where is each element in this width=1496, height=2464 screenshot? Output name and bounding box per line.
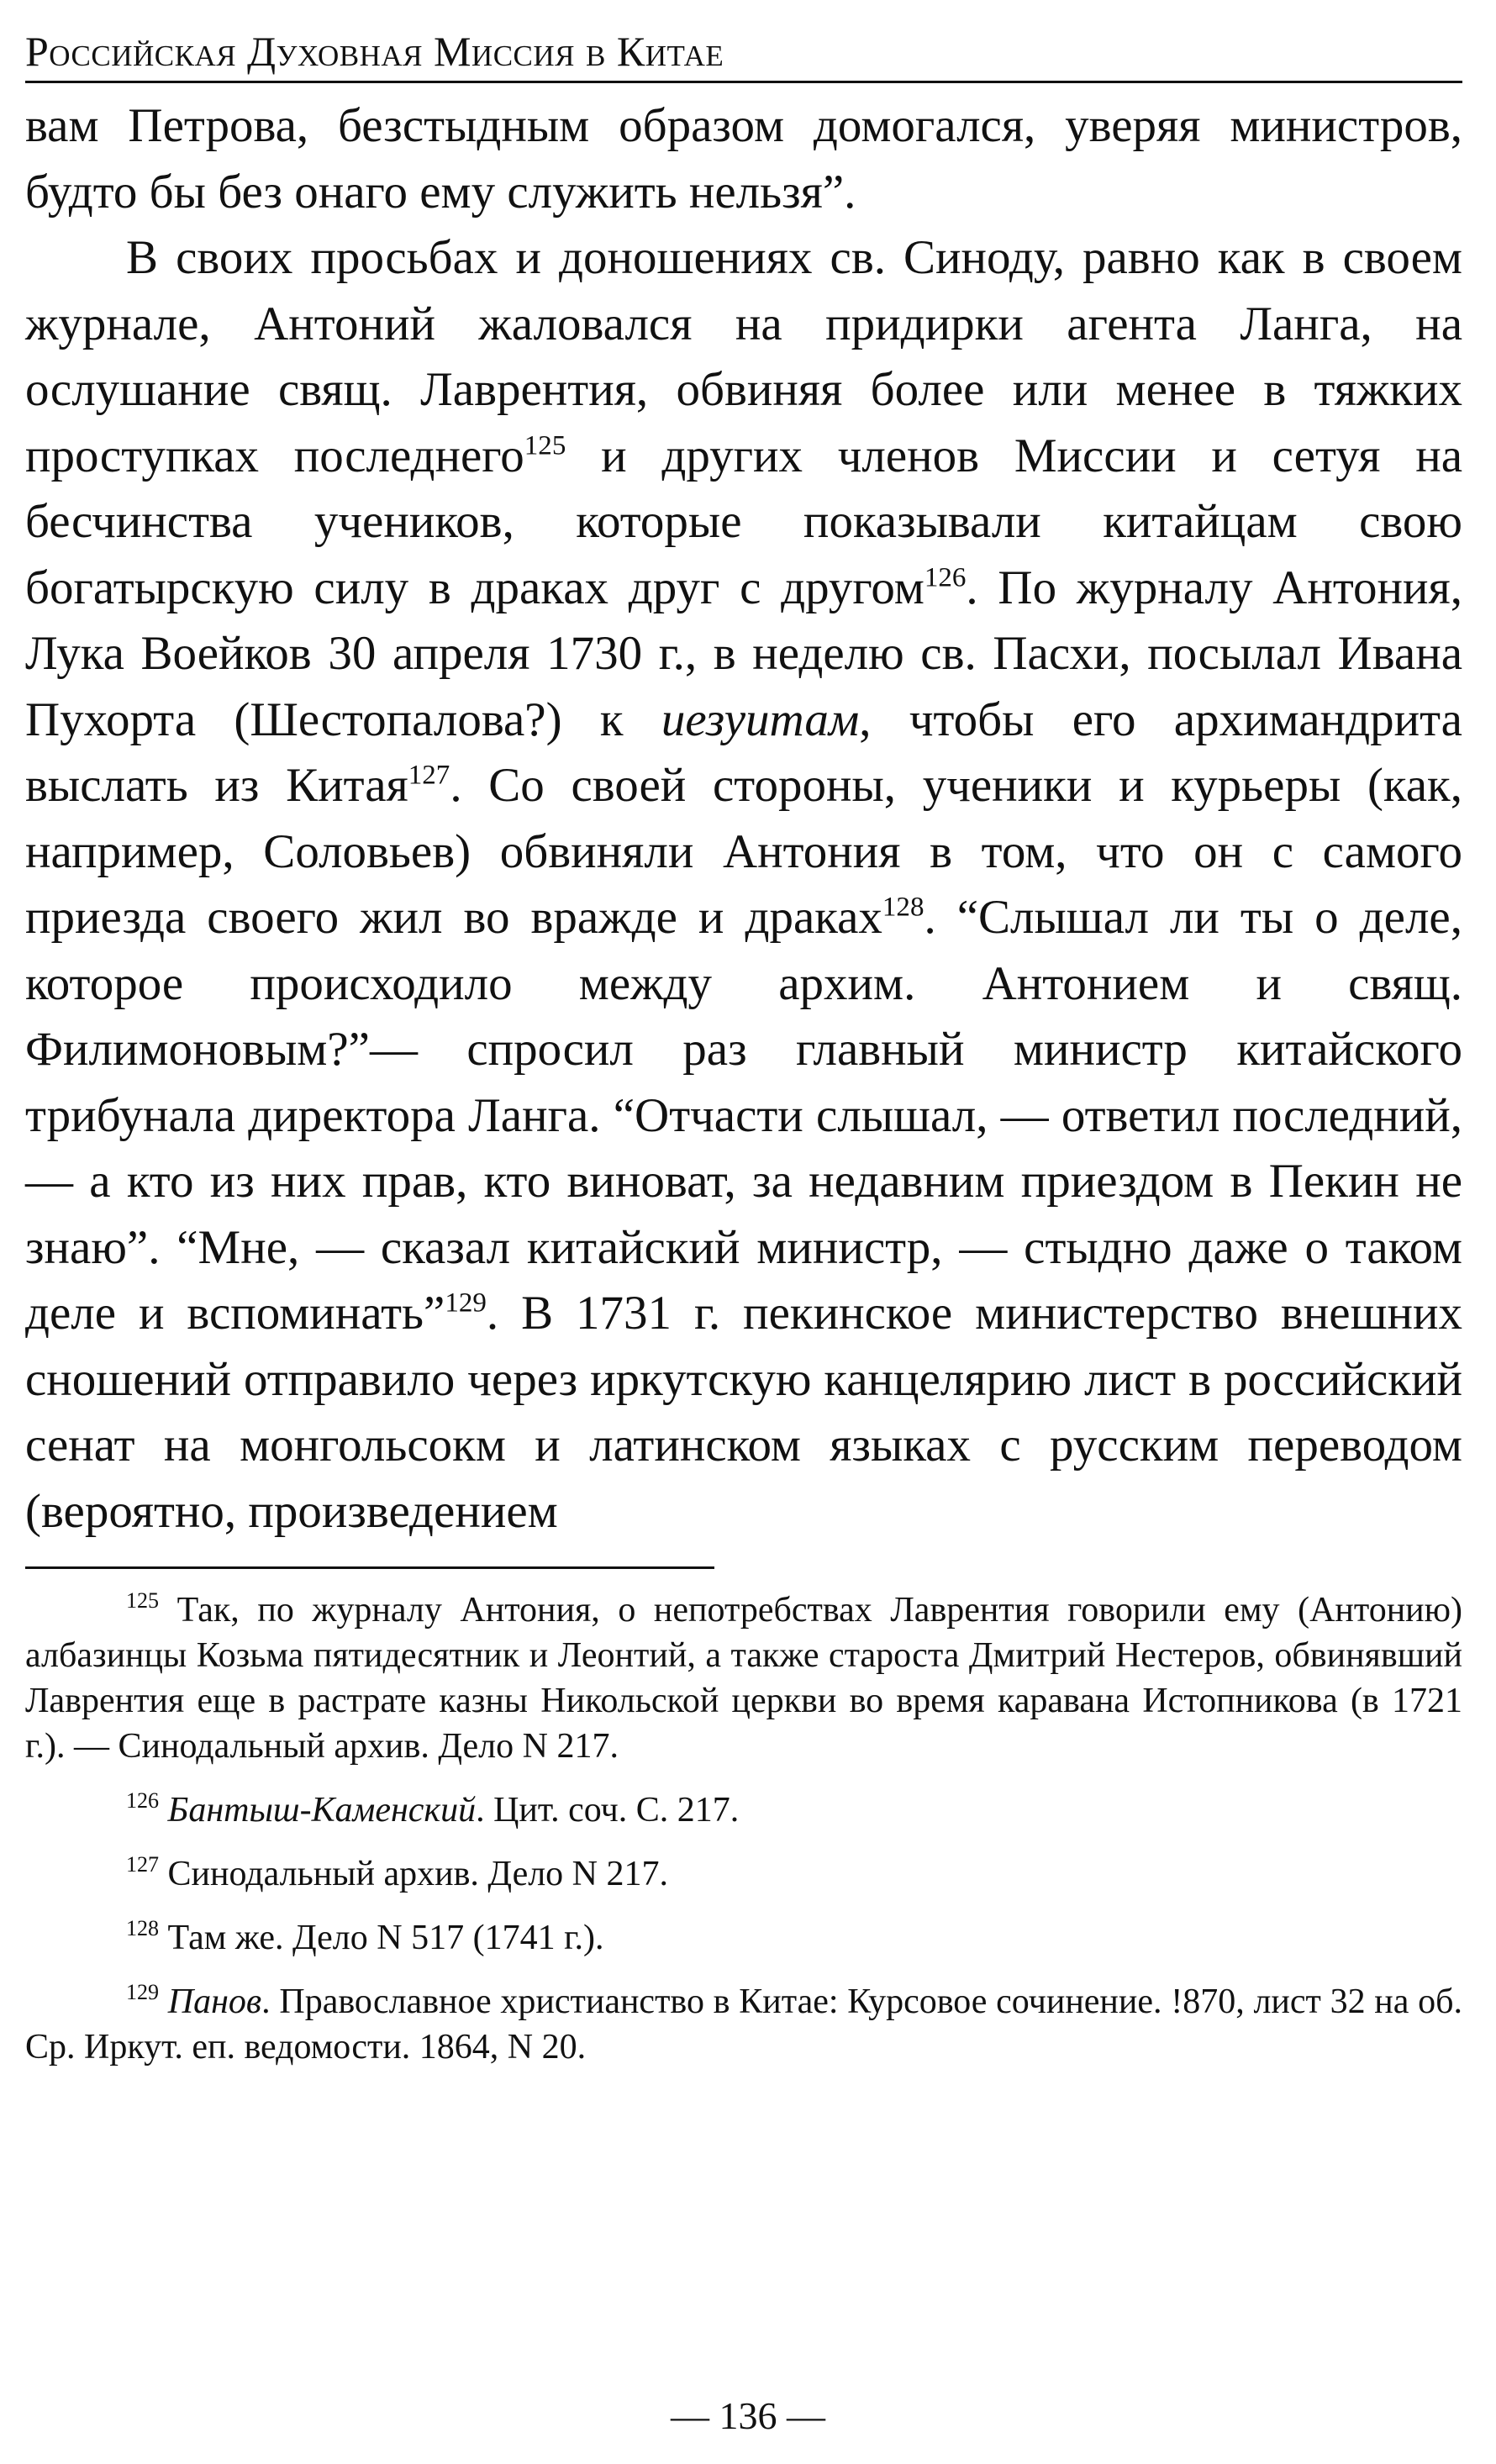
text-run: . В 1731 г. пекинское министерство внешних сношений отправило через иркутскую канцелярию лист в российский сенат на монгольсокм и латинском языках с русским переводом (вероятно, произведением [25, 1287, 1462, 1538]
footnote-number: 128 [126, 1915, 160, 1940]
footnote-author: Бантыш-Каменский [167, 1791, 477, 1830]
footnote-text: . Православное христианство в Китае: Курсовое сочинение. !870, лист 32 на об. Ср. Иркут. еп. ведомости. 1864, N 20. [25, 1982, 1463, 2066]
footnote-ref-126[interactable]: 126 [924, 562, 967, 593]
footnote-text: Там же. Дело N 517 (1741 г.). [167, 1919, 604, 1957]
text-run: и других членов Миссии и сетуя на бесчинства учеников, которые показывали китайцам свою богатырскую силу в драках друг с другом [25, 429, 1462, 614]
footnote-text: Синодальный архив. Дело N 217. [167, 1855, 669, 1893]
footnote-ref-125[interactable]: 125 [524, 430, 566, 461]
footnote-ref-129[interactable]: 129 [445, 1287, 487, 1319]
book-page [25, 24, 1462, 2088]
paragraph-1: вам Петрова, безстыдным образом домогался, уверяя министров, будто бы без онаго ему служить нельзя”. [25, 99, 1462, 218]
footnote-126 [25, 1787, 1462, 1833]
footnote-text: Так, по журналу Антония, о непотребствах Лаврентия говорили ему (Антонию) албазинцы Козьма пятидесятник и Леонтий, а также староста Дмитрий Нестеров, обвинявший Лаврентия еще в растрате казны Никольской церкви во время каравана Истопникова (в 1721 г.). — Синодальный архив. Дело N 217. [25, 1591, 1463, 1766]
footnote-127 [25, 1851, 1462, 1897]
footnote-number: 129 [126, 1979, 160, 2004]
paragraph-2 [25, 225, 1462, 1545]
footnote-number: 126 [126, 1787, 160, 1813]
footnote-129 [25, 1979, 1462, 2070]
footnote-text: . Цит. соч. С. 217. [476, 1791, 740, 1830]
running-head: Российская Духовная Миссия в Китае [25, 24, 1462, 83]
footnote-128 [25, 1915, 1462, 1961]
text-run: , чтобы его архимандрита выслать из Китая [25, 692, 1462, 812]
text-run: . “Слышал ли ты о деле, которое происходило между архим. Антонием и свящ. Филимоновым?”— спросил раз главный министр китайского трибунала директора Ланга. “Отчасти слышал, — ответил последний, — а кто из них прав, кто виноват, за недавним приездом в Пекин не знаю”. “Мне, — сказал китайский министр, — стыдно даже о таком деле и вспоминать” [25, 891, 1462, 1340]
page-number: — 136 — [671, 2394, 825, 2437]
footnote-number: 125 [126, 1587, 160, 1613]
footnotes [25, 1587, 1462, 2070]
footnote-number: 127 [126, 1851, 160, 1877]
footnote-125 [25, 1587, 1462, 1769]
text-run: . По журналу Антония, Лука Воейков 30 апреля 1730 г., в неделю св. Пасхи, посылал Ивана Пухорта (Шестопалова?) к [25, 561, 1462, 746]
footnote-author: Панов [167, 1982, 262, 2021]
italic-term: иезуитам [661, 692, 860, 746]
footnote-ref-127[interactable]: 127 [408, 760, 450, 791]
text-run: В своих просьбах и доношениях св. Синоду, равно как в своем журнале, Антоний жаловался на придирки агента Ланга, на ослушание свящ. Лаврентия, обвиняя более или менее в тяжких проступках последнего [25, 231, 1462, 482]
footnote-separator [25, 1566, 714, 1569]
main-text [25, 93, 1462, 1545]
text-run: . Со своей стороны, ученики и курьеры (как, например, Соловьев) обвиняли Антония в том, что он с самого приезда своего жил во вражде и драках [25, 759, 1462, 944]
footnote-ref-128[interactable]: 128 [882, 892, 924, 923]
